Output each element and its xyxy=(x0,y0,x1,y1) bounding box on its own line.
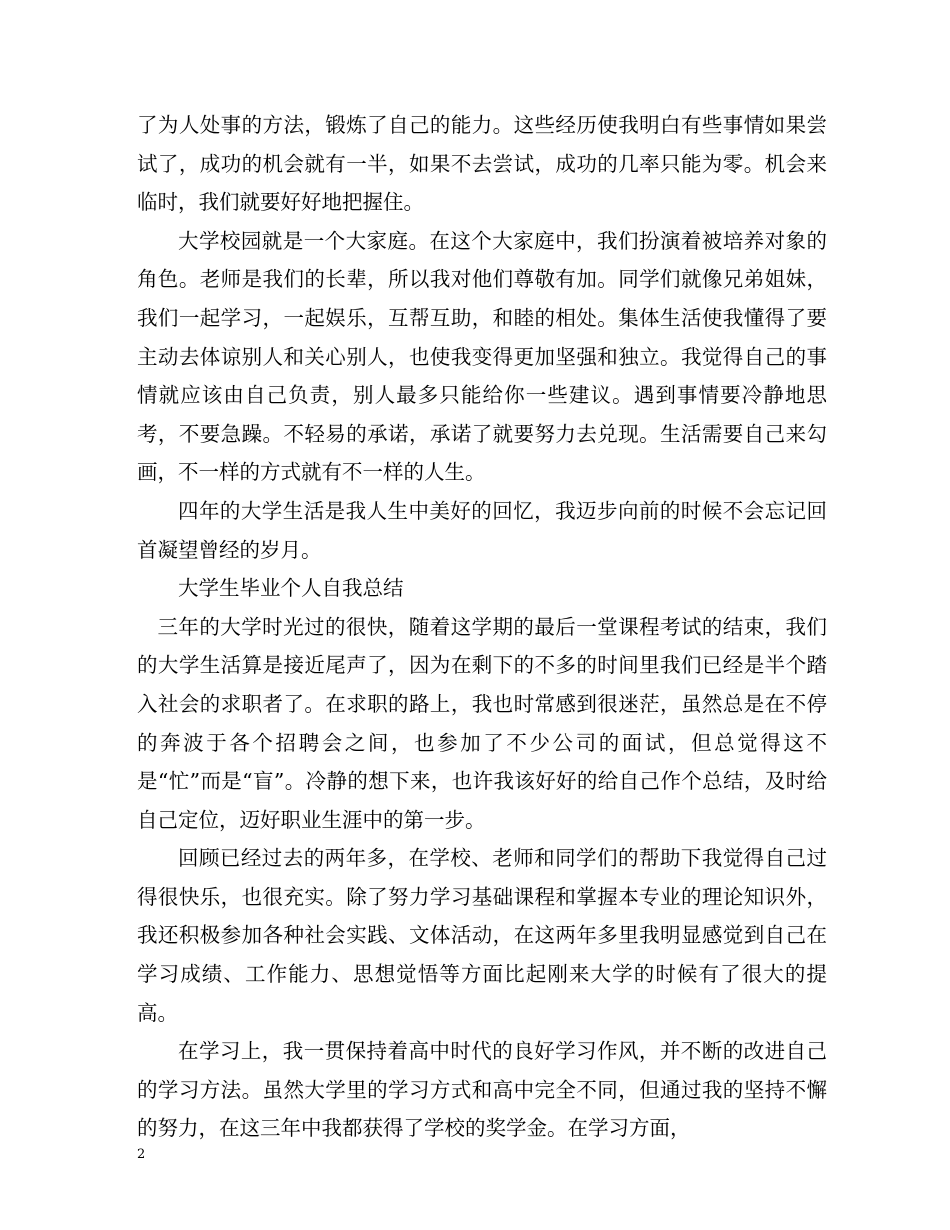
body-text xyxy=(137,106,827,1148)
section-heading: 大学生毕业个人自我总结 xyxy=(178,576,404,601)
paragraph-4: 三年的大学时光过的很快，随着这学期的最后一堂课程考试的结束，我们的大学生活算是接近尾声了，因为在剩下的不多的时间里我们已经是半个踏入社会的求职者了。在求职的路上，我也时常感到很迷茫，虽然总是在不停的奔波于各个招聘会之间，也参加了不少公司的面试，但总觉得这不是“忙”而是“盲”。冷静的想下来，也许我该好好的给自己作个总结，及时给自己定位，迈好职业生涯中的第一步。 xyxy=(137,614,827,832)
paragraph-3: 四年的大学生活是我人生中美好的回忆，我迈步向前的时候不会忘记回首凝望曾经的岁月。 xyxy=(137,498,827,562)
page-number: 2 xyxy=(137,1147,146,1162)
paragraph-2: 大学校园就是一个大家庭。在这个大家庭中，我们扮演着被培养对象的角色。老师是我们的长辈，所以我对他们尊敬有加。同学们就像兄弟姐妹，我们一起学习，一起娱乐，互帮互助，和睦的相处。集体生活使我懂得了要主动去体谅别人和关心别人，也使我变得更加坚强和独立。我觉得自己的事情就应该由自己负责，别人最多只能给你一些建议。遇到事情要冷静地思考，不要急躁。不轻易的承诺，承诺了就要努力去兑现。生活需要自己来勾画，不一样的方式就有不一样的人生。 xyxy=(137,228,827,485)
paragraph-5: 回顾已经过去的两年多，在学校、老师和同学们的帮助下我觉得自己过得很快乐，也很充实。除了努力学习基础课程和掌握本专业的理论知识外，我还积极参加各种社会实践、文体活动，在这两年多里我明显感觉到自己在学习成绩、工作能力、思想觉悟等方面比起刚来大学的时候有了很大的提高。 xyxy=(137,846,827,1025)
paragraph-6: 在学习上，我一贯保持着高中时代的良好学习作风，并不断的改进自己的学习方法。虽然大学里的学习方式和高中完全不同，但通过我的坚持不懈的努力，在这三年中我都获得了学校的奖学金。在学习方面， xyxy=(137,1039,827,1141)
paragraph-1: 了为人处事的方法，锻炼了自己的能力。这些经历使我明白有些事情如果尝试了，成功的机会就有一半，如果不去尝试，成功的几率只能为零。机会来临时，我们就要好好地把握住。 xyxy=(137,113,827,215)
